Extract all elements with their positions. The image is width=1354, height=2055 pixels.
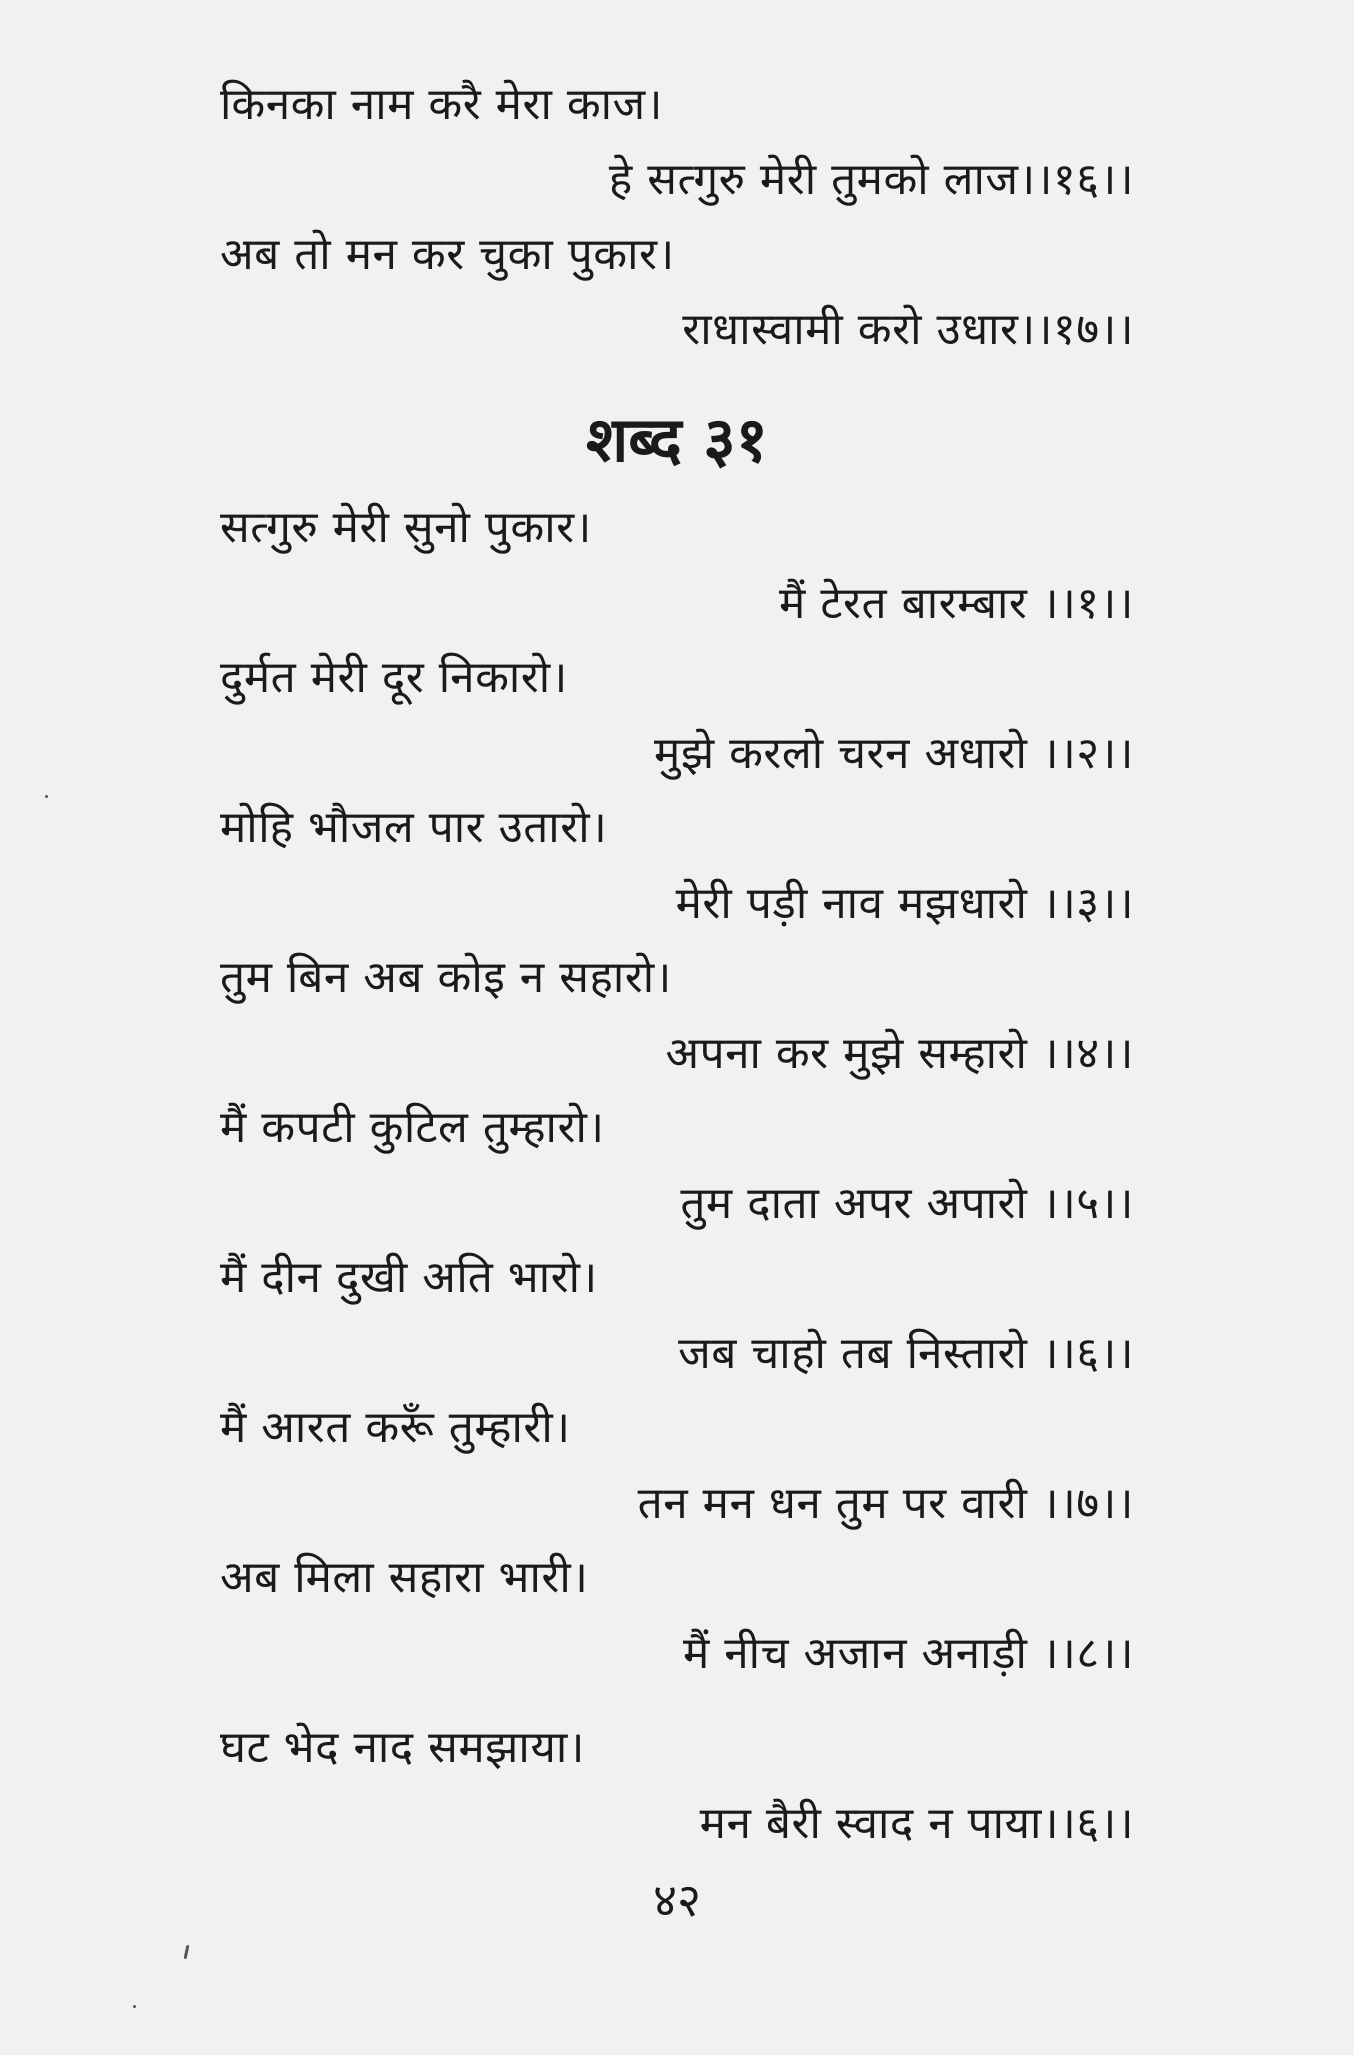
verse-line: हे सत्गुरु मेरी तुमको लाज।।१६।। (608, 154, 1134, 205)
verse-line: मुझे करलो चरन अधारो ।।२।। (654, 728, 1134, 779)
paper-speck (184, 1945, 190, 1959)
verse-line: मैं आरत करूँ तुम्हारी। (220, 1402, 571, 1453)
verse-line: दुर्मत मेरी दूर निकारो। (220, 652, 568, 703)
section-heading: शब्द ३१ (586, 403, 768, 476)
page-number: ४२ (653, 1873, 701, 1927)
verse-line: मोहि भौजल पार उतारो। (220, 802, 608, 853)
verse-line: मैं टेरत बारम्बार ।।१।। (779, 578, 1134, 629)
verse-line: मैं नीच अजान अनाड़ी ।।८।। (682, 1628, 1134, 1679)
paper-speck (45, 795, 48, 798)
verse-line: मेरी पड़ी नाव मझधारो ।।३।। (675, 878, 1134, 929)
verse-line: अब तो मन कर चुका पुकार। (220, 229, 675, 280)
verse-line: सत्गुरु मेरी सुनो पुकार। (220, 502, 592, 553)
verse-line: मन बैरी स्वाद न पाया।।६।। (699, 1798, 1134, 1849)
verse-line: मैं दीन दुखी अति भारो। (220, 1252, 598, 1303)
paper-speck (133, 2005, 136, 2008)
verse-line: घट भेद नाद समझाया। (220, 1722, 585, 1773)
verse-line: राधास्वामी करो उधार।।१७।। (682, 304, 1134, 355)
verse-line: जब चाहो तब निस्तारो ।।६।। (678, 1328, 1134, 1379)
verse-line: तुम बिन अब कोइ न सहारो। (220, 952, 672, 1003)
verse-line: अब मिला सहारा भारी। (220, 1552, 589, 1603)
verse-line: तन मन धन तुम पर वारी ।।७।। (637, 1478, 1134, 1529)
verse-line: किनका नाम करै मेरा काज। (220, 79, 663, 130)
verse-line: तुम दाता अपर अपारो ।।५।। (680, 1178, 1134, 1229)
verse-line: अपना कर मुझे सम्हारो ।।४।। (665, 1028, 1134, 1079)
verse-line: मैं कपटी कुटिल तुम्हारो। (220, 1102, 605, 1153)
